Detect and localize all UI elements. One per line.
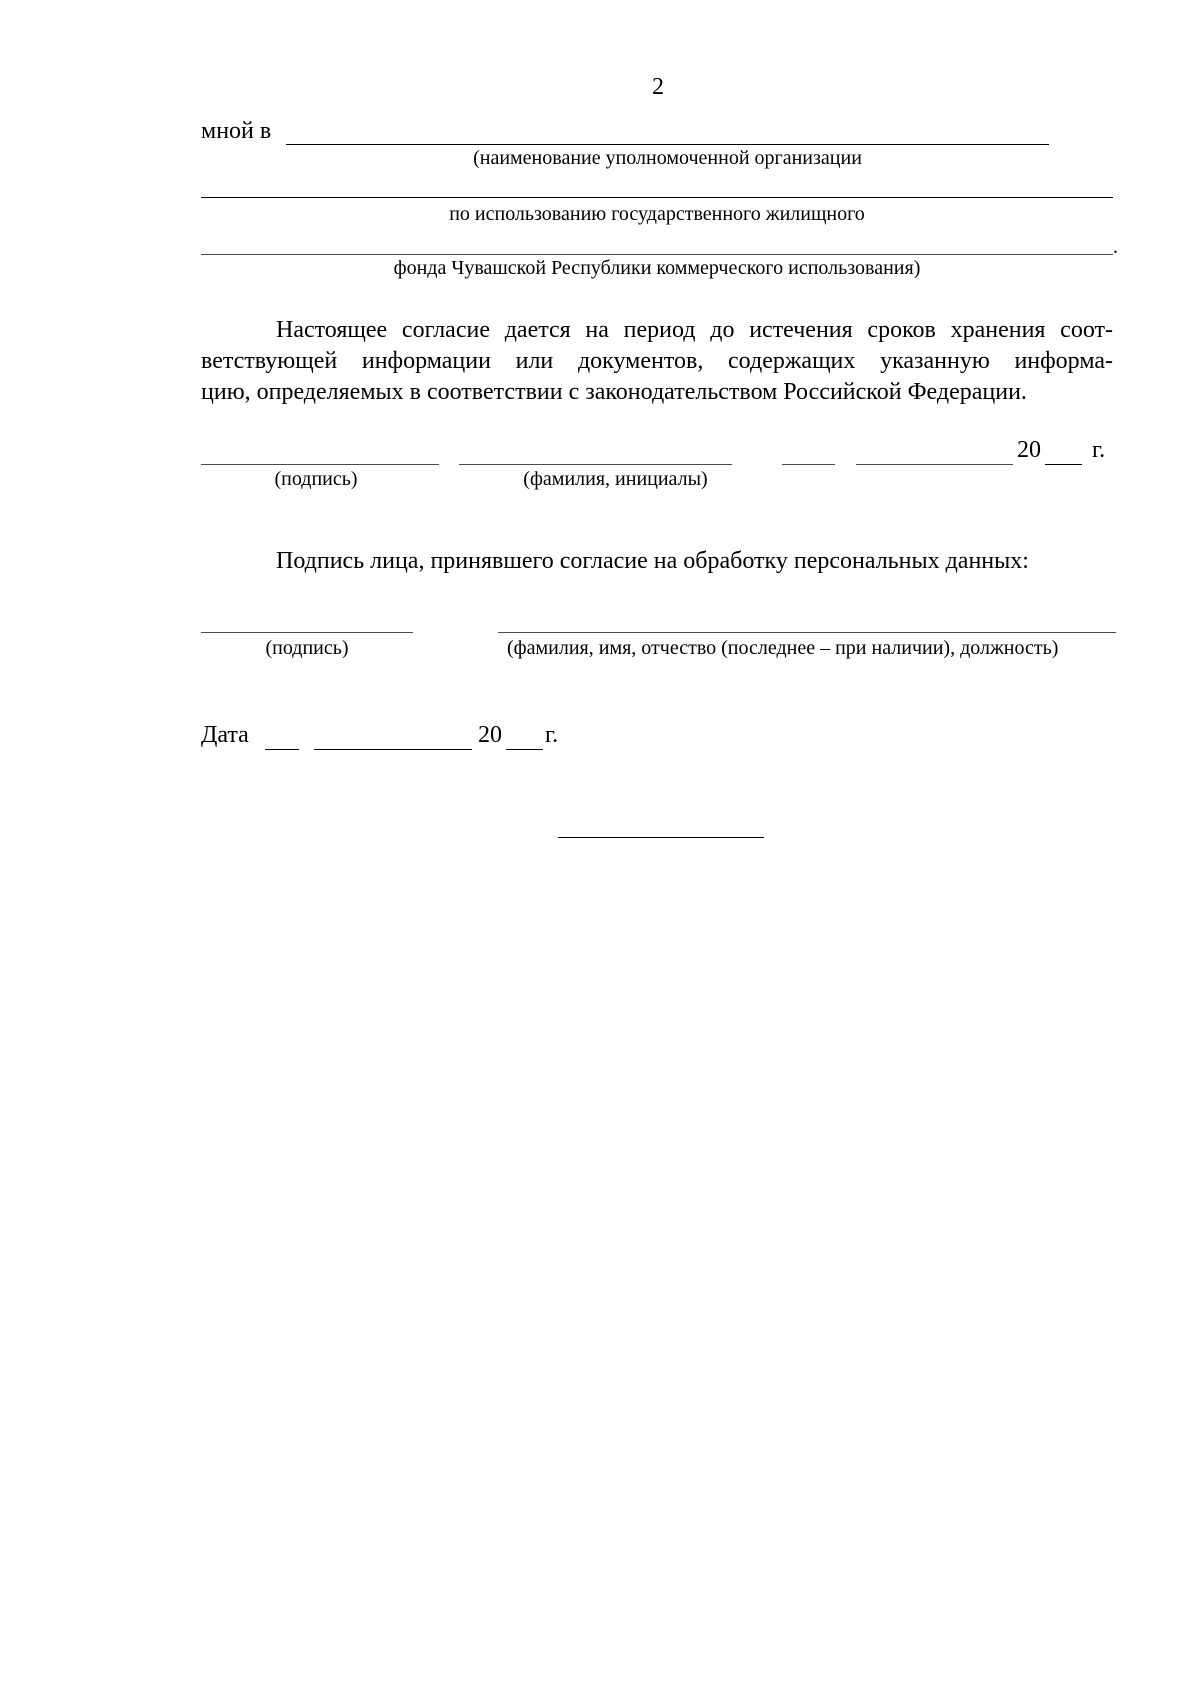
org-line-end-dot: . [1113, 236, 1118, 258]
acceptor-signature-line [201, 632, 413, 633]
date-year-prefix: 20 [478, 722, 502, 748]
signature-caption: (подпись) [274, 468, 358, 490]
name-initials-caption: (фамилия, инициалы) [523, 468, 708, 490]
org-lead-text: мной в [201, 118, 272, 144]
org-caption-2: по использованию государственного жилищного [449, 203, 865, 225]
consent-line-3: цию, определяемых в соответствии с законодательством Российской Федерации. [201, 379, 1027, 405]
page-number: 2 [652, 74, 664, 100]
day-line [782, 464, 835, 465]
acceptor-heading: Подпись лица, принявшего согласие на обработку персональных данных: [276, 548, 1029, 574]
acceptor-name-caption: (фамилия, имя, отчество (последнее – при наличии), должность) [507, 637, 1059, 659]
org-caption-1: (наименование уполномоченной организации [473, 147, 862, 169]
name-initials-line [459, 464, 732, 465]
org-line-3 [201, 254, 1113, 255]
date-label: Дата [201, 722, 249, 748]
year-line [1045, 464, 1082, 465]
org-caption-3: фонда Чувашской Республики коммерческого использования) [393, 257, 921, 279]
consent-line-1: Настоящее согласие дается на период до истечения сроков хранения соот- [276, 317, 1113, 343]
org-name-line [286, 144, 1049, 145]
closing-separator [558, 837, 764, 838]
org-line-2 [201, 197, 1113, 198]
date-month-line [314, 749, 472, 750]
year-prefix: 20 [1017, 437, 1041, 463]
date-year-line [506, 749, 543, 750]
consent-line-2: ветствующей информации или документов, содержащих указанную информа- [201, 348, 1113, 374]
acceptor-name-line [498, 632, 1116, 633]
date-year-suffix: г. [545, 722, 559, 748]
signature-line [201, 464, 439, 465]
acceptor-signature-caption: (подпись) [265, 637, 349, 659]
month-line [856, 464, 1013, 465]
year-suffix: г. [1092, 437, 1106, 463]
date-day-line [265, 749, 299, 750]
